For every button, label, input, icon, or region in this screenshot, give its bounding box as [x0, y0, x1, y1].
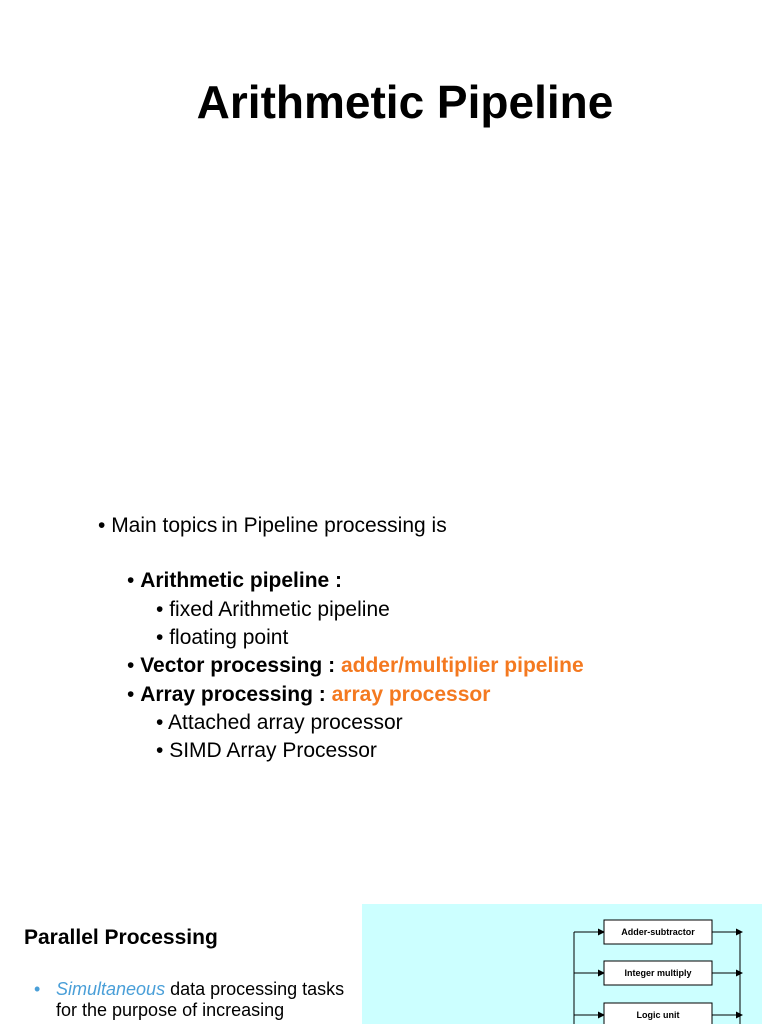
section-title: Parallel Processing — [24, 926, 218, 949]
topic-label: Vector processing : — [140, 654, 336, 677]
bullet-dot: • — [156, 711, 169, 734]
topic-highlight: array processor — [331, 683, 491, 706]
bullet-dot: • — [34, 979, 41, 999]
bullet-dot: • — [156, 739, 170, 762]
topic-subitem — [156, 709, 403, 737]
unit-label: Adder-subtractor — [621, 927, 695, 937]
page-title: Arithmetic Pipeline — [196, 76, 614, 128]
diagram-svg — [362, 904, 762, 1024]
bullet-body: data processing tasks for the purpose of increasing — [56, 979, 345, 1020]
topic-label: Arithmetic pipeline : — [140, 569, 343, 592]
topic-intro-part2: in Pipeline processing is — [221, 514, 447, 537]
topic-subitem — [156, 624, 288, 652]
topic-intro-part1: Main topics — [111, 514, 218, 537]
bullet-dot: • — [127, 654, 141, 677]
topic-label: Attached array processor — [168, 711, 403, 734]
unit-label: Integer multiply — [624, 968, 692, 978]
emphasis-text: Simultaneous — [56, 979, 166, 999]
topic-highlight: adder/multiplier pipeline — [340, 654, 584, 677]
parallel-bullet-text — [56, 979, 366, 1021]
bullet-dot: • — [156, 626, 170, 649]
functional-units-diagram — [362, 904, 762, 1024]
topic-item — [127, 681, 490, 709]
topic-subitem — [156, 737, 377, 765]
bullet-dot: • — [156, 598, 170, 621]
topic-item — [127, 652, 584, 680]
bullet-dot: • — [127, 569, 141, 592]
topic-subitem — [156, 596, 390, 624]
topic-label: floating point — [169, 626, 289, 649]
topic-intro — [98, 512, 447, 540]
bullet-dot: • — [98, 514, 112, 537]
unit-label: Logic unit — [636, 1010, 680, 1020]
topic-label: SIMD Array Processor — [169, 739, 377, 762]
topic-label: fixed Arithmetic pipeline — [169, 598, 390, 621]
topic-item — [127, 567, 342, 595]
bullet-dot: • — [127, 683, 141, 706]
topic-label: Array processing : — [140, 683, 326, 706]
